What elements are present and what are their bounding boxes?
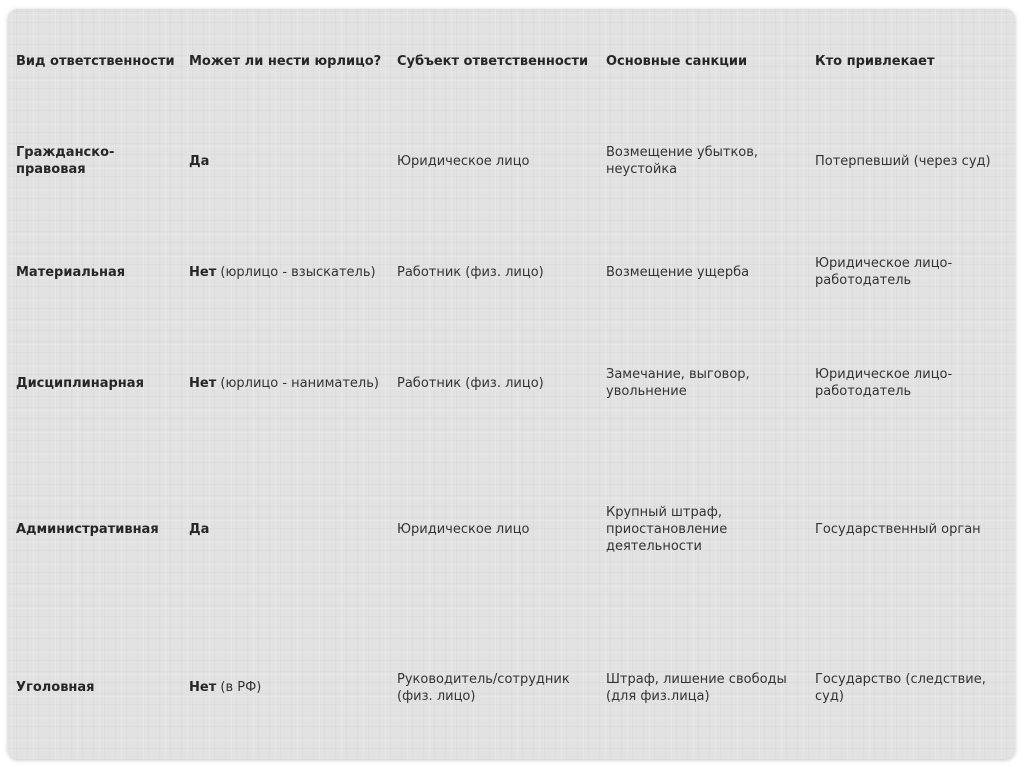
cell-type: Гражданско-правовая	[16, 145, 115, 177]
cell-can-answer: Нет	[189, 375, 217, 391]
header-sanctions: Основные санкции	[606, 53, 748, 69]
cell-who: Государство (следствие, суд)	[815, 671, 986, 704]
table-header-row	[8, 36, 1015, 86]
cell-type: Административная	[16, 521, 159, 537]
table-row	[8, 86, 1015, 236]
cell-can-answer: Да	[189, 153, 210, 169]
cell-who: Юридическое лицо-работодатель	[815, 256, 953, 288]
header-can-legal-entity: Может ли нести юрлицо?	[189, 53, 382, 69]
cell-can-answer: Нет	[189, 264, 217, 280]
cell-can	[181, 458, 389, 600]
table-row	[8, 600, 1015, 759]
table-row	[8, 236, 1015, 308]
cell-sanctions: Штраф, лишение свободы (для физ.лица)	[606, 671, 787, 704]
cell-can-note: (юрлицо - наниматель)	[216, 375, 379, 391]
cell-can	[181, 600, 389, 759]
liability-table	[8, 36, 1015, 759]
cell-can	[181, 86, 389, 236]
cell-can-note: (юрлицо - взыскатель)	[216, 264, 376, 280]
cell-type: Дисциплинарная	[16, 375, 144, 391]
cell-who: Государственный орган	[815, 521, 981, 537]
slide	[8, 9, 1015, 759]
cell-can-answer: Нет	[189, 680, 217, 695]
cell-who: Юридическое лицо-работодатель	[815, 367, 953, 399]
table-row	[8, 308, 1015, 458]
cell-can-answer: Да	[189, 521, 210, 537]
cell-can-note: (в РФ)	[216, 680, 262, 695]
cell-can	[181, 236, 389, 308]
cell-subject: Юридическое лицо	[397, 521, 530, 537]
cell-who: Потерпевший (через суд)	[815, 153, 991, 169]
table-row	[8, 458, 1015, 600]
cell-sanctions: Возмещение ущерба	[606, 264, 750, 280]
cell-sanctions: Крупный штраф, приостановление деятельности	[606, 504, 728, 554]
cell-sanctions: Возмещение убытков, неустойка	[606, 145, 759, 177]
cell-subject: Руководитель/сотрудник (физ. лицо)	[397, 671, 570, 704]
cell-subject: Работник (физ. лицо)	[397, 264, 544, 280]
cell-subject: Юридическое лицо	[397, 153, 530, 169]
header-subject: Субъект ответственности	[397, 53, 589, 69]
cell-type: Материальная	[16, 264, 126, 280]
cell-sanctions: Замечание, выговор, увольнение	[606, 367, 750, 399]
header-type: Вид ответственности	[16, 53, 175, 69]
cell-type: Уголовная	[16, 680, 95, 695]
cell-subject: Работник (физ. лицо)	[397, 375, 544, 391]
header-who-imposes: Кто привлекает	[815, 53, 935, 69]
cell-can	[181, 308, 389, 458]
